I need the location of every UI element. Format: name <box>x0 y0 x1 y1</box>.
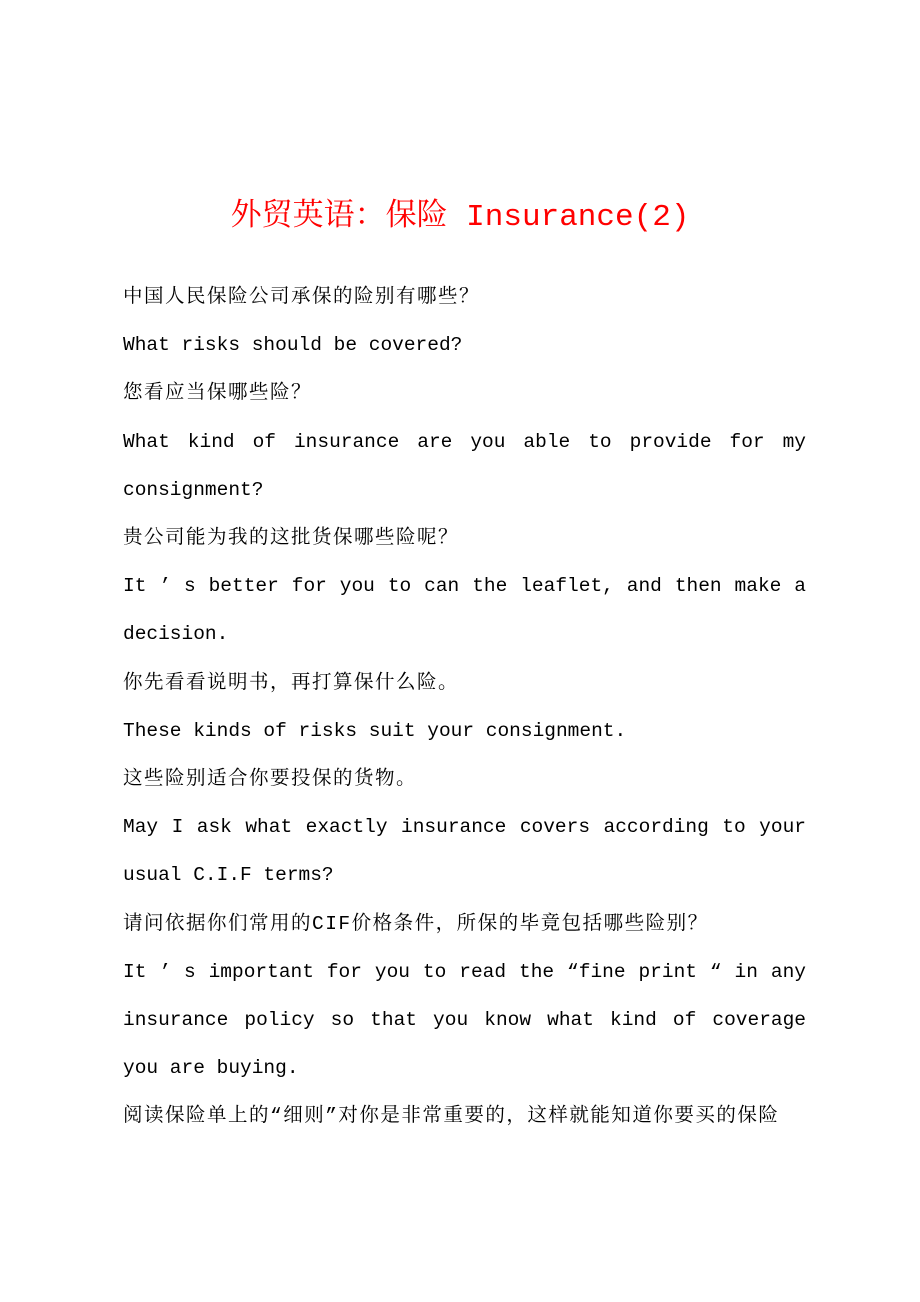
paragraph-en: It ’ s better for you to can the leaflet, and then make a decision. <box>123 575 806 646</box>
paragraph-zh: 贵公司能为我的这批货保哪些险呢？ <box>123 527 460 550</box>
paragraph-en: It ’ s important for you to read the “fine print “ in any insurance policy so that you know what kind of coverage you are buying. <box>123 960 806 1080</box>
paragraph-zh: 请问依据你们常用的CIF价格条件，所保的毕竟包括哪些险别？ <box>123 912 709 935</box>
paragraph-en: What kind of insurance are you able to provide for my consignment? <box>123 430 806 501</box>
paragraph-zh: 阅读保险单上的“细则”对你是非常重要的，这样就能知道你要买的保险 <box>123 1105 780 1128</box>
paragraph-zh: 中国人民保险公司承保的险别有哪些？ <box>123 286 481 308</box>
paragraph-zh: 您看应当保哪些险？ <box>123 382 313 405</box>
document-body <box>123 273 806 1141</box>
paragraph-zh: 这些险别适合你要投保的货物。 <box>123 768 418 791</box>
paragraph-zh: 你先看看说明书，再打算保什么险。 <box>123 671 460 694</box>
paragraph-en: May I ask what exactly insurance covers according to your usual C.I.F terms? <box>123 816 806 887</box>
paragraph-en: What risks should be covered? <box>123 334 463 357</box>
document-title: 外贸英语：保险 Insurance(2) <box>230 200 690 235</box>
paragraph-en: These kinds of risks suit your consignment. <box>123 719 627 742</box>
